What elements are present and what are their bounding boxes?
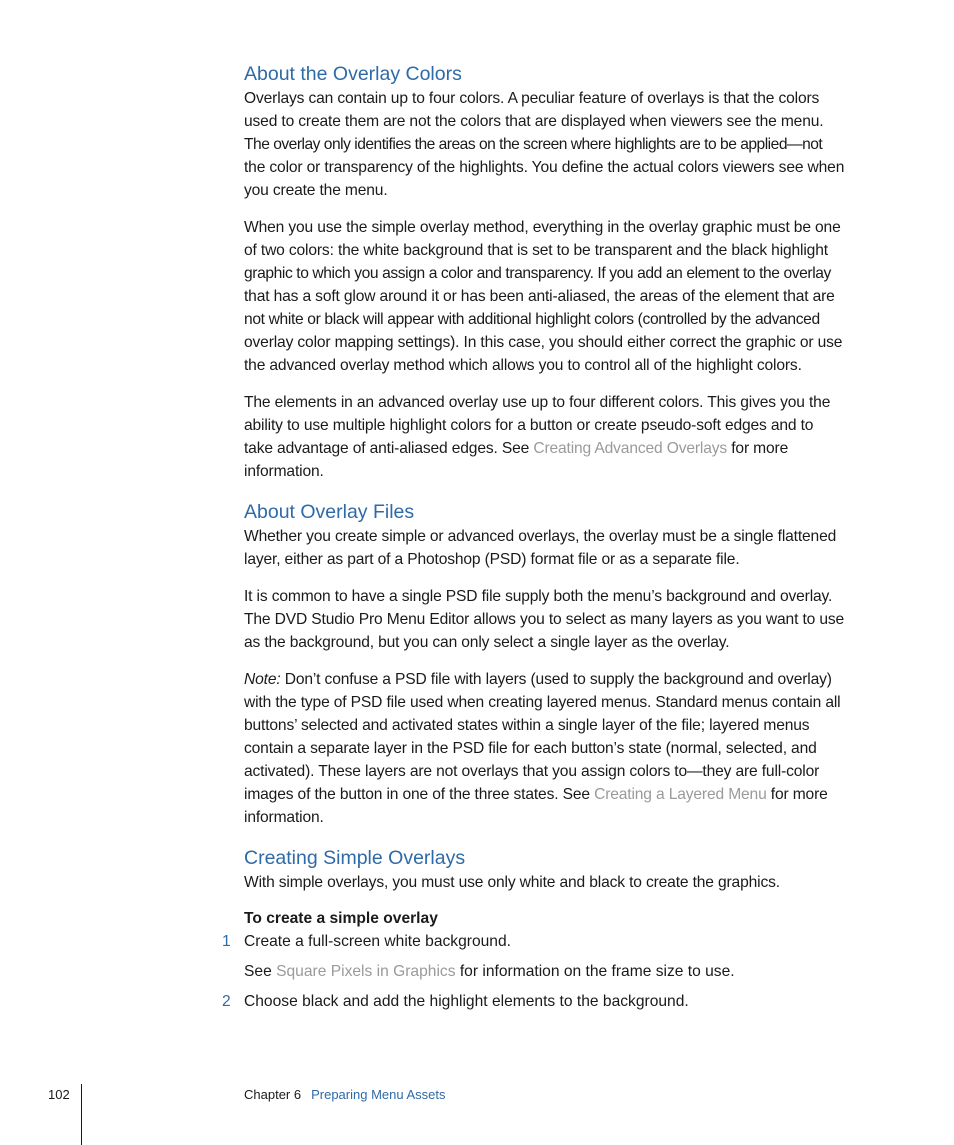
text-line: graphic to which you assign a color and transparency. If you add an element to the overlay — [244, 265, 831, 282]
text-run: Don’t confuse a PSD file with layers (used to supply the background and overlay) — [280, 671, 832, 688]
paragraph-overlay-files-1 — [244, 525, 876, 571]
text-line: with the type of PSD file used when creating layered menus. Standard menus contain all — [244, 694, 841, 711]
step-text: Create a full-screen white background. — [244, 933, 511, 950]
text-line: contain a separate layer in the PSD file for each button’s state (normal, selected, and — [244, 740, 817, 757]
text-line — [244, 437, 876, 460]
note-paragraph — [244, 668, 876, 829]
chapter-title: Preparing Menu Assets — [311, 1087, 446, 1102]
step-number: 2 — [222, 993, 231, 1010]
footer-divider — [81, 1084, 82, 1145]
text-line: of two colors: the white background that is set to be transparent and the black highlight — [244, 242, 828, 259]
text-run: take advantage of anti-aliased edges. See — [244, 440, 534, 457]
text-line: you create the menu. — [244, 182, 388, 199]
paragraph-overlay-colors-3 — [244, 391, 876, 483]
task-title: To create a simple overlay — [244, 910, 438, 927]
footer-chapter — [244, 1087, 446, 1102]
text-line: buttons’ selected and activated states within a single layer of the file; layered menus — [244, 717, 810, 734]
text-line: Overlays can contain up to four colors. A peculiar feature of overlays is that the colors — [244, 90, 820, 107]
paragraph-simple-overlays-intro — [244, 871, 876, 894]
step-text: Choose black and add the highlight elements to the background. — [244, 993, 689, 1010]
link-creating-layered-menu[interactable]: Creating a Layered Menu — [594, 786, 767, 803]
step-see-also — [244, 961, 735, 983]
text-run: for information on the frame size to use. — [455, 963, 735, 980]
text-run: See — [244, 963, 277, 980]
text-line: The DVD Studio Pro Menu Editor allows you to select as many layers as you want to use — [244, 611, 845, 628]
text-line: used to create them are not the colors that are displayed when viewers see the menu. — [244, 113, 824, 130]
text-run: for more — [727, 440, 789, 457]
paragraph-overlay-colors-2 — [244, 216, 876, 377]
text-line: information. — [244, 809, 324, 826]
text-line: The elements in an advanced overlay use up to four different colors. This gives you the — [244, 394, 831, 411]
text-run: images of the button in one of the three states. See — [244, 786, 595, 803]
text-line: layer, either as part of a Photoshop (PSD) format file or as a separate file. — [244, 551, 740, 568]
text-line — [244, 668, 876, 691]
text-line: When you use the simple overlay method, everything in the overlay graphic must be one — [244, 219, 841, 236]
section-heading-simple-overlays: Creating Simple Overlays — [244, 847, 466, 869]
text-line: It is common to have a single PSD file supply both the menu’s background and overlay. — [244, 588, 833, 605]
link-creating-advanced-overlays[interactable]: Creating Advanced Overlays — [533, 440, 728, 457]
text-line: as the background, but you can only select a single layer as the overlay. — [244, 634, 730, 651]
note-label: Note: — [244, 671, 281, 688]
link-square-pixels-in-graphics[interactable]: Square Pixels in Graphics — [276, 963, 456, 980]
text-line: With simple overlays, you must use only white and black to create the graphics. — [244, 874, 780, 891]
page-number: 102 — [48, 1087, 70, 1102]
text-line: The overlay only identifies the areas on the screen where highlights are to be applied—not — [244, 136, 823, 153]
text-line: ability to use multiple highlight colors for a button or create pseudo-soft edges and to — [244, 417, 814, 434]
text-line: information. — [244, 463, 324, 480]
chapter-label: Chapter 6 — [244, 1087, 302, 1102]
text-line: Whether you create simple or advanced overlays, the overlay must be a single flattened — [244, 528, 837, 545]
paragraph-overlay-colors-1 — [244, 87, 876, 202]
section-heading-overlay-colors: About the Overlay Colors — [244, 63, 462, 85]
text-line: that has a soft glow around it or has been anti-aliased, the areas of the element that are — [244, 288, 835, 305]
text-line: activated). These layers are not overlays that you assign colors to—they are full-color — [244, 763, 820, 780]
text-line: overlay color mapping settings). In this case, you should either correct the graphic or use — [244, 334, 843, 351]
paragraph-overlay-files-2 — [244, 585, 876, 654]
text-line: the color or transparency of the highlights. You define the actual colors viewers see when — [244, 159, 845, 176]
text-line — [244, 783, 876, 806]
section-heading-overlay-files: About Overlay Files — [244, 501, 415, 523]
text-line: the advanced overlay method which allows you to control all of the highlight colors. — [244, 357, 802, 374]
text-run: for more — [766, 786, 828, 803]
step-number: 1 — [222, 933, 231, 950]
text-line: not white or black will appear with additional highlight colors (controlled by the advanced — [244, 311, 820, 328]
